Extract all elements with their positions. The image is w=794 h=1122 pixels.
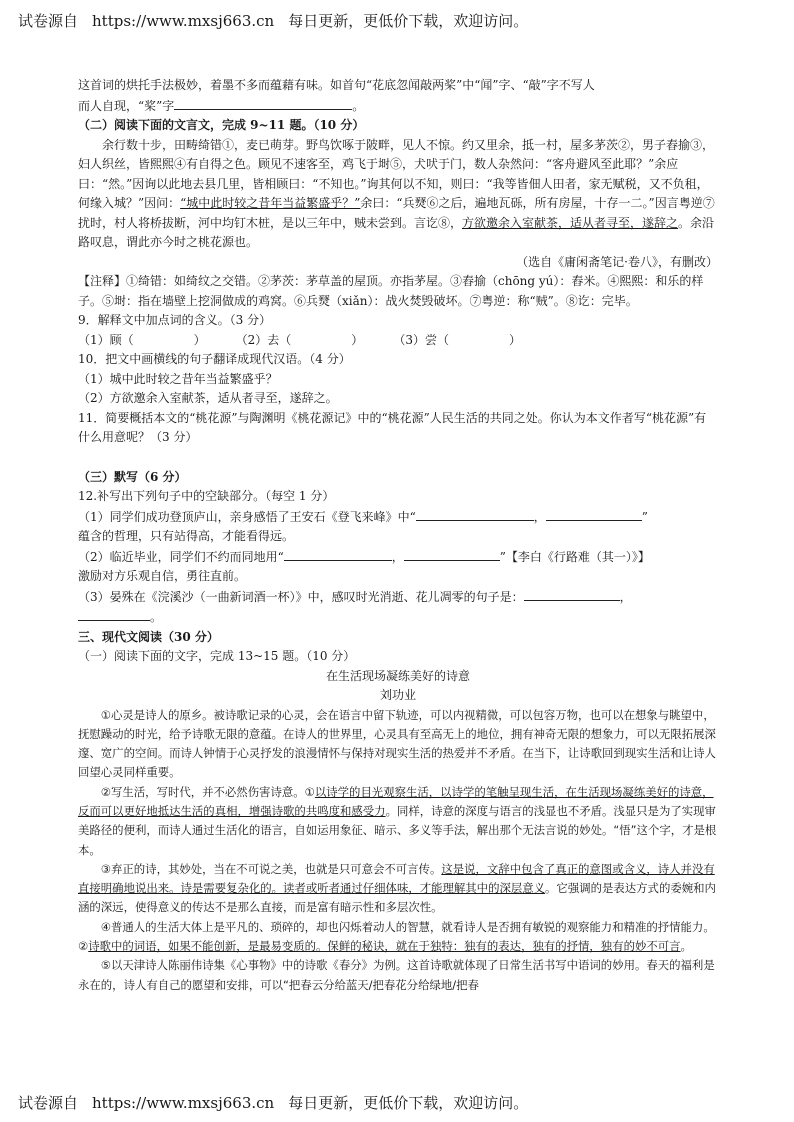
- article-paragraph-3: ③弃正的诗，其妙处，当在不可说之美，也就是只可意会不可言传。这是说，文辞中包含了真正的意图或含义，诗人并没有直接明确地说出来。诗是需要复杂化的。读者或听者通过仔细体味，才能理解其中的深层意义。它强调的是表达方式的委婉和内涵的深远，使得意义的传达不是那么直接，而是富有暗示性和多层次性。: [78, 861, 716, 915]
- article-title: 在生活现场凝练美好的诗意: [325, 668, 470, 683]
- header-source: 试卷源自: [18, 12, 79, 30]
- modern-subtitle: （一）阅读下面的文字，完成 13~15 题。（10 分）: [78, 649, 356, 663]
- answer-blank[interactable]: [284, 547, 392, 561]
- section-title-dictation: （三）默写（6 分）: [78, 469, 187, 484]
- footer-url[interactable]: https://www.mxsj663.cn: [92, 1094, 275, 1112]
- question-10: 10．把文中画横线的句子翻译成现代汉语。（4 分）: [78, 352, 351, 366]
- question-12-1: （1）同学们成功登顶庐山，亲身感悟了王安石《登飞来峰》中“ ， ”: [78, 507, 718, 528]
- article-paragraph-2: ②写生活，写时代，并不必然伤害诗意。①以诗学的目光观察生活，以诗学的笔触呈现生活，在生活现场凝练美好的诗意，反而可以更好地抵达生活的真相，增强诗歌的共鸣度和感受力。同样，诗意的深度与语言的浅显也不矛盾。浅显只是为了实现审美路径的便利，而诗人通过生活化的语言，自如运用象征、暗示、多义等手法，解出那个无法言说的妙处。“悟”这个字，才是根本。: [78, 784, 717, 857]
- question-12-2: （2）临近毕业，同学们不约而同地用“ ， ”【李白《行路难（其一）》】: [78, 547, 718, 568]
- question-10-1: （1）城中此时较之昔年当益繁盛乎？: [78, 371, 278, 386]
- question-12-1-cont: 蕴含的哲理，只有站得高，才能看得远。: [78, 529, 295, 543]
- header-slogan: 每日更新，更低价下载，欢迎访问。: [288, 12, 529, 30]
- question-9-items: （1）顾（ ） （2）去（ ） （3）尝（ ）: [78, 332, 521, 347]
- question-10-2: （2）方欲邀余入室献茶，适从者寻至，遂辞之。: [78, 391, 338, 405]
- document-body: [78, 76, 718, 995]
- article-paragraph-4: ④普通人的生活大体上是平凡的、琐碎的，却也闪烁着动人的智慧，就看诗人是否拥有敏锐的观察能力和精准的抒情能力。②诗歌中的词语，如果不能创新，是最易变质的。保鲜的秘诀，就在于独特：独有的表达，独有的抒情，独有的妙不可言。: [78, 919, 715, 954]
- question-9: 9．解释文中加点词的含义。（3 分）: [78, 313, 272, 327]
- article-author: 刘功业: [379, 688, 416, 702]
- article-paragraph-5: ⑤以天津诗人陈丽伟诗集《心事物》中的诗歌《春分》为例。这首诗歌就体现了日常生活书写中语词的妙用。春天的福利是永在的，诗人有自己的愿望和安排，可以“把春云分给蓝天/把春花分给绿地/把春: [78, 958, 715, 992]
- question-11: 11．简要概括本文的“桃花源”与陶渊明《桃花源记》中的“桃花源”人民生活的共同之处。你认为本文作者写“桃花源”有什么用意呢？（3 分）: [78, 410, 707, 444]
- intro-line-1: 这首词的烘托手法极妙，着墨不多而蕴藉有味。如首句“花底忽闻敲两桨”中“闻”字、“敲”字不写人: [78, 78, 595, 92]
- question-12-2-cont: 激励对方乐观自信，勇往直前。: [78, 569, 247, 583]
- section-title-modern: 三、现代文阅读（30 分）: [78, 629, 219, 644]
- article-paragraph-1: ①心灵是诗人的原乡。被诗歌记录的心灵，会在语言中留下轨迹，可以内视精微，可以包容万物，也可以在想象与眺望中，抚慰躁动的时光，给予诗歌无限的意蕴。在诗人的世界里，心灵具有至高无上的地位，拥有神奇无限的想象力，可以无限拓展深邃、宽广的空间。而诗人钟情于心灵抒发的浪漫情怀与保持对现实生活的热爱并不矛盾。在当下，让诗歌回到现实生活和让诗人回望心灵同样重要。: [78, 707, 716, 780]
- page-header: [18, 10, 542, 31]
- footer-slogan: 每日更新，更低价下载，欢迎访问。: [288, 1094, 529, 1112]
- question-12-3: （3）晏殊在《浣溪沙（一曲新词酒一杯）》中，感叹时光消逝、花儿凋零的句子是： ，: [78, 587, 718, 608]
- passage-notes: 【注释】①绮错：如绮纹之交错。②茅茨：茅草盖的屋顶。亦指茅屋。③舂揄（chōng yú）：舂米。④熙熙：和乐的样子。⑤埘：指在墙壁上挖洞做成的鸡窝。⑥兵燹（xiǎn）：战火焚毁破坏。⑦粤逆：称“贼”。⑧讫：完毕。: [78, 274, 704, 308]
- answer-blank[interactable]: [404, 547, 500, 561]
- passage-source: （选自《庸闲斋笔记·卷八》，有删改）: [516, 254, 718, 269]
- footer-source: 试卷源自: [18, 1094, 79, 1112]
- answer-blank[interactable]: [524, 587, 620, 601]
- answer-blank[interactable]: [78, 607, 150, 621]
- classical-passage: 余行数十步，田畴绮错①，麦已萌芽。野鸟饮啄于陂畔，见人不惊。约又里余，抵一村，屋多茅茨②，男子舂揄③，妇人织丝，皆熙熙④有自得之色。顾见不速客至，鸡飞于埘⑤，犬吠于门，数人杂然问：“客舟避风至此耶？”余应曰：“然。”因询以此地去县几里，皆相顾曰：“不知也。”询其何以不知，则曰：“我等皆佃人田者，家无赋税，又不负租，何缘入城？”因问：“城中此时较之昔年当益繁盛乎？”余曰：“兵燹⑥之后，遍地瓦砾，所有房屋，十存一二。”因言粤逆⑦扰时，村人将桥拔断，河中均钉木桩，是以三年中，贼未尝到。言讫⑧，方欲邀余入室献茶，适从者寻至，遂辞之。余沿路叹息，谓此亦今时之桃花源也。: [78, 137, 715, 249]
- answer-blank[interactable]: [416, 507, 534, 521]
- page-footer: [18, 1092, 542, 1113]
- section-title-classical: （二）阅读下面的文言文，完成 9~11 题。（10 分）: [78, 118, 365, 132]
- intro-line-2: 而人自现，“桨”字 。: [78, 96, 718, 117]
- answer-blank[interactable]: [546, 507, 642, 521]
- question-12-3-cont: 。: [78, 607, 718, 628]
- answer-blank[interactable]: [174, 96, 352, 110]
- header-url[interactable]: https://www.mxsj663.cn: [92, 12, 275, 30]
- modern-article: [78, 706, 718, 995]
- question-12: 12.补写出下列句子中的空缺部分。（每空 1 分）: [78, 489, 335, 503]
